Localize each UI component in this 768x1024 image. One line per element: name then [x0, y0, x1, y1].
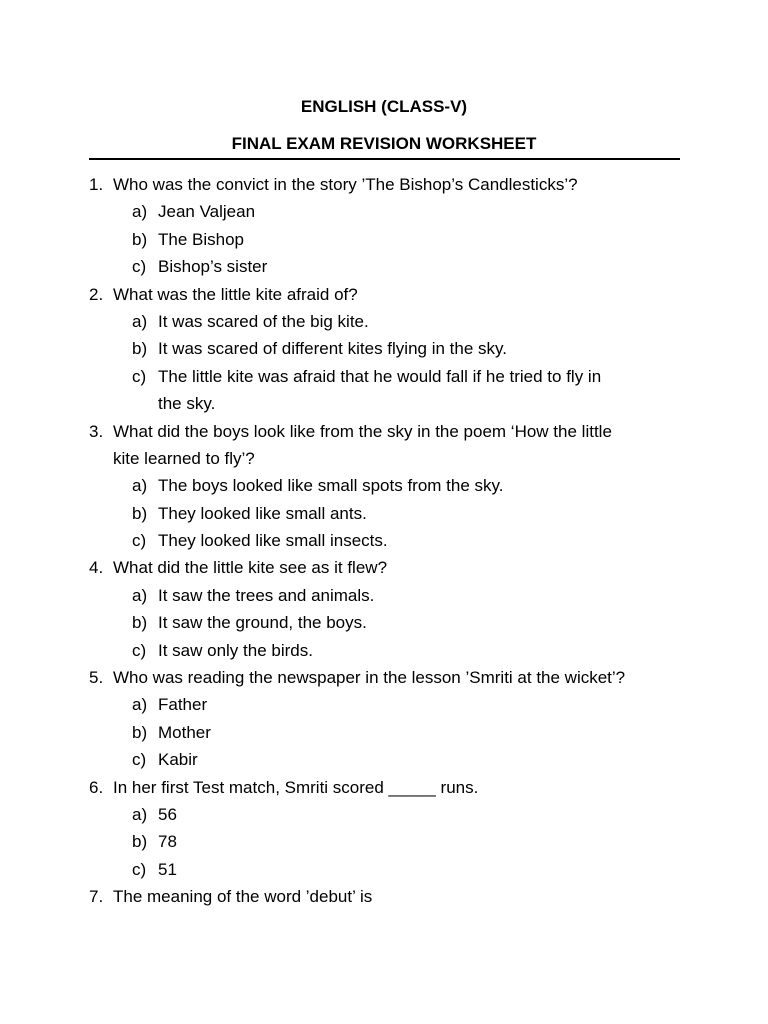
question-list: [0, 171, 768, 911]
option-label: b): [132, 229, 148, 249]
question-number: 4.: [89, 558, 104, 578]
option-line: [0, 691, 768, 718]
question-number: 2.: [89, 284, 104, 304]
option-line: [0, 582, 768, 609]
option-label: c): [132, 531, 147, 551]
option-text: They looked like small ants.: [158, 503, 367, 523]
option-label: b): [132, 339, 148, 359]
question-number: 7.: [89, 887, 104, 907]
option-text: The Bishop: [158, 229, 244, 249]
option-text: 56: [158, 804, 177, 824]
option-text: Father: [158, 695, 208, 715]
option-label: c): [132, 750, 147, 770]
page-subtitle: FINAL EXAM REVISION WORKSHEET: [231, 134, 537, 153]
option-line: [0, 609, 768, 636]
option-label: a): [132, 476, 148, 496]
option-text: It saw the ground, the boys.: [158, 613, 367, 633]
option-text: 51: [158, 859, 177, 879]
option-label: a): [132, 585, 148, 605]
option-line: [0, 198, 768, 225]
option-line: [0, 253, 768, 280]
question-line: [0, 664, 768, 691]
option-label: c): [132, 366, 147, 386]
option-text: It was scared of different kites flying in the sky.: [158, 339, 507, 359]
question-text: kite learned to fly’?: [113, 448, 255, 468]
question-text: Who was reading the newspaper in the lesson ’Smriti at the wicket’?: [113, 668, 626, 688]
option-line: [0, 828, 768, 855]
option-text: Kabir: [158, 750, 198, 770]
option-text: It saw the trees and animals.: [158, 585, 375, 605]
option-text: They looked like small insects.: [158, 531, 388, 551]
option-text: The boys looked like small spots from the sky.: [158, 476, 504, 496]
option-text: It saw only the birds.: [158, 640, 313, 660]
option-line: [0, 390, 768, 417]
option-line: [0, 527, 768, 554]
question-line: [0, 445, 768, 472]
question-line: [0, 281, 768, 308]
option-label: b): [132, 832, 148, 852]
option-label: c): [132, 859, 147, 879]
option-text: the sky.: [158, 394, 216, 414]
question-text: Who was the convict in the story ’The Bishop’s Candlesticks’?: [113, 175, 578, 194]
question-line: [0, 554, 768, 581]
question-text: What did the little kite see as it flew?: [113, 558, 388, 578]
option-label: b): [132, 722, 148, 742]
option-label: c): [132, 257, 147, 277]
question-number: 6.: [89, 777, 104, 797]
question-line: [0, 418, 768, 445]
option-line: [0, 335, 768, 362]
option-label: a): [132, 695, 148, 715]
option-text: Bishop’s sister: [158, 257, 268, 277]
question-number: 3.: [89, 421, 104, 441]
option-label: a): [132, 311, 148, 331]
question-text: In her first Test match, Smriti scored _____ runs.: [113, 777, 479, 797]
question-text: What did the boys look like from the sky in the poem ‘How the little: [113, 421, 612, 441]
question-number: 1.: [89, 175, 104, 194]
option-label: a): [132, 202, 148, 222]
question-line: [0, 774, 768, 801]
option-line: [0, 801, 768, 828]
option-text: Jean Valjean: [158, 202, 256, 222]
question-line: [0, 171, 768, 198]
option-label: b): [132, 503, 148, 523]
option-text: Mother: [158, 722, 211, 742]
option-line: [0, 500, 768, 527]
option-line: [0, 746, 768, 773]
question-text: What was the little kite afraid of?: [113, 284, 358, 304]
option-label: b): [132, 613, 148, 633]
question-number: 5.: [89, 668, 104, 688]
option-line: [0, 637, 768, 664]
option-text: 78: [158, 832, 177, 852]
option-line: [0, 719, 768, 746]
option-label: c): [132, 640, 147, 660]
question-text: The meaning of the word ’debut’ is: [113, 887, 373, 907]
option-line: [0, 472, 768, 499]
option-text: The little kite was afraid that he would fall if he tried to fly in: [158, 366, 602, 386]
divider-rule: [89, 158, 680, 160]
option-line: [0, 226, 768, 253]
option-line: [0, 856, 768, 883]
page-title: ENGLISH (CLASS-V): [300, 97, 468, 116]
option-line: [0, 363, 768, 390]
option-text: It was scared of the big kite.: [158, 311, 369, 331]
option-label: a): [132, 804, 148, 824]
question-line: [0, 883, 768, 910]
option-line: [0, 308, 768, 335]
